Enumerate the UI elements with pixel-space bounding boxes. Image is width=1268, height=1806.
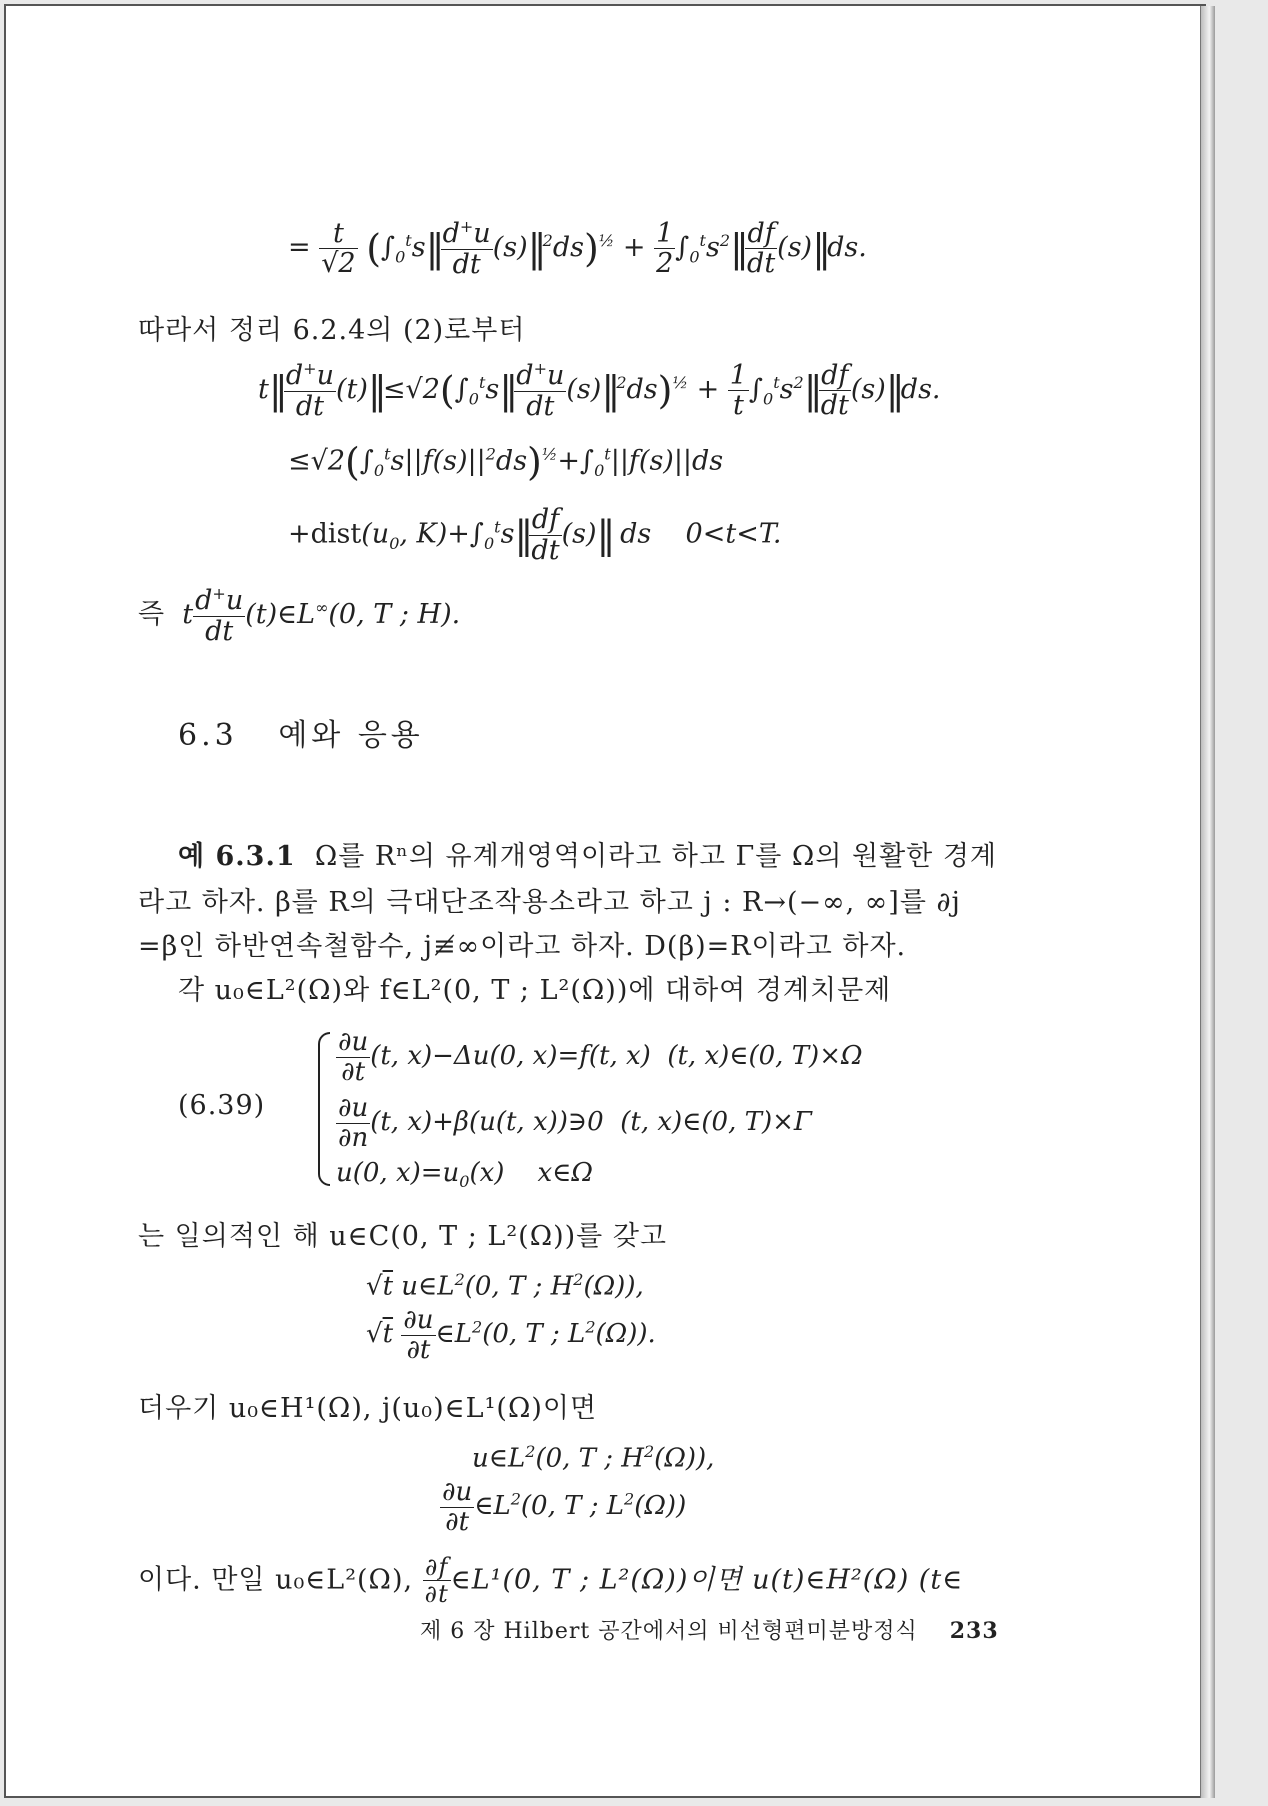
book-spine-edge bbox=[1200, 6, 1215, 1798]
example-label: 예 6.3.1 bbox=[178, 841, 296, 872]
equation-line-4: $+dist(u_0$, $K)+\int_0^ts‖$ $\frac{df}{dt}$ (s)‖ ds 0<t<T. bbox=[288, 504, 782, 566]
example-line-3: =β인 하반연속철함수, j≢∞이라고 하자. D(β)=R이라고 하자. bbox=[138, 931, 907, 962]
conclusion-line: 즉 t $\frac{d^+u}{dt}$ (t)∈L∞(0, T ; H). bbox=[138, 584, 461, 647]
regularity-eq-1: √t $u\in L^2(0$, T ; $H^2(\Omega)$), bbox=[366, 1270, 644, 1302]
equation-number: (6.39) bbox=[178, 1090, 266, 1121]
paragraph-therefore: 따라서 정리 6.2.4의 (2)로부터 bbox=[138, 315, 526, 346]
running-footer bbox=[420, 1614, 999, 1645]
system-eq-2: $\frac{\partial u}{\partial n}$ (t, x)+β(u(t, x))∋0 (t, x)∈(0, T)×Γ bbox=[338, 1093, 812, 1153]
regularity-eq-4: $\frac{\partial u}{\partial t}$ $\in L^2(0$, T ; $L^2(\Omega)$) bbox=[442, 1477, 687, 1537]
equation-line-3: $\le√2(\int_0^ts||f(s)||^2ds)^{\frac{1}{2}}+\int_0^t||f(s)||ds$ bbox=[288, 440, 724, 484]
paragraph-last: 이다. 만일 u₀∈L²(Ω), $\frac{\partial f}{\partial t}$ ∈L¹(0, T ; L²(Ω))이면 u(t)∈H²(Ω) (t∈ bbox=[138, 1553, 964, 1609]
equation-line-2: t‖ $\frac{d^+u}{dt}$ $(t)‖\le√2(\int_0^ts‖$ $\frac{d^+u}{dt}$ (s)‖$^2$ds)$^{\frac{1}{2}}$ + $\frac{1}{t}$ $\int_0^ts^2‖$ $\frac{df}{dt}$ (s)‖ds. bbox=[258, 359, 941, 422]
system-brace bbox=[318, 1032, 330, 1186]
section-title: 예와 응용 bbox=[278, 718, 424, 753]
equation-line-1: = $\frac{t}{√2}$ ($\int_0^ts‖$ $\frac{d^+u}{dt}$ (s)‖$^2$ds)$^{\frac{1}{2}}$ + $\frac{1}{2}$ $\int_0^ts^2‖$ $\frac{df}{dt}$ (s)‖ds. bbox=[288, 217, 867, 280]
footer-chapter: 제 6 장 Hilbert 공간에서의 비선형편미분방정식 bbox=[420, 1619, 918, 1644]
example-line-1: 예 6.3.1 Ω를 Rⁿ의 유계개영역이라고 하고 Γ를 Ω의 원활한 경계 bbox=[178, 841, 997, 872]
paragraph-further: 더우기 u₀∈H¹(Ω), j(u₀)∈L¹(Ω)이면 bbox=[138, 1393, 598, 1424]
system-eq-1: $\frac{\partial u}{\partial t}$ (t, x)−Δu(0, x)=f(t, x) (t, x)∈(0, T)×Ω bbox=[338, 1027, 863, 1087]
example-line-4: 각 u₀∈L²(Ω)와 f∈L²(0, T ; L²(Ω))에 대하여 경계치문제 bbox=[178, 975, 892, 1006]
example-line-2: 라고 하자. β를 R의 극대단조작용소라고 하고 j : R→(−∞, ∞]를 ∂j bbox=[138, 887, 961, 918]
section-heading bbox=[178, 710, 424, 754]
paragraph-unique-solution: 는 일의적인 해 u∈C(0, T ; L²(Ω))를 갖고 bbox=[138, 1221, 667, 1252]
page-number: 233 bbox=[949, 1618, 999, 1644]
regularity-eq-2: √t $\frac{\partial u}{\partial t}$ $\in L^2(0$, T ; $L^2(\Omega)$). bbox=[366, 1305, 656, 1365]
section-number: 6.3 bbox=[178, 718, 238, 753]
system-eq-3: u(0, $x)=u_0(x)$ x∈Ω bbox=[336, 1158, 593, 1192]
regularity-eq-3: $u\in L^2(0$, T ; $H^2(\Omega)$), bbox=[472, 1442, 715, 1474]
